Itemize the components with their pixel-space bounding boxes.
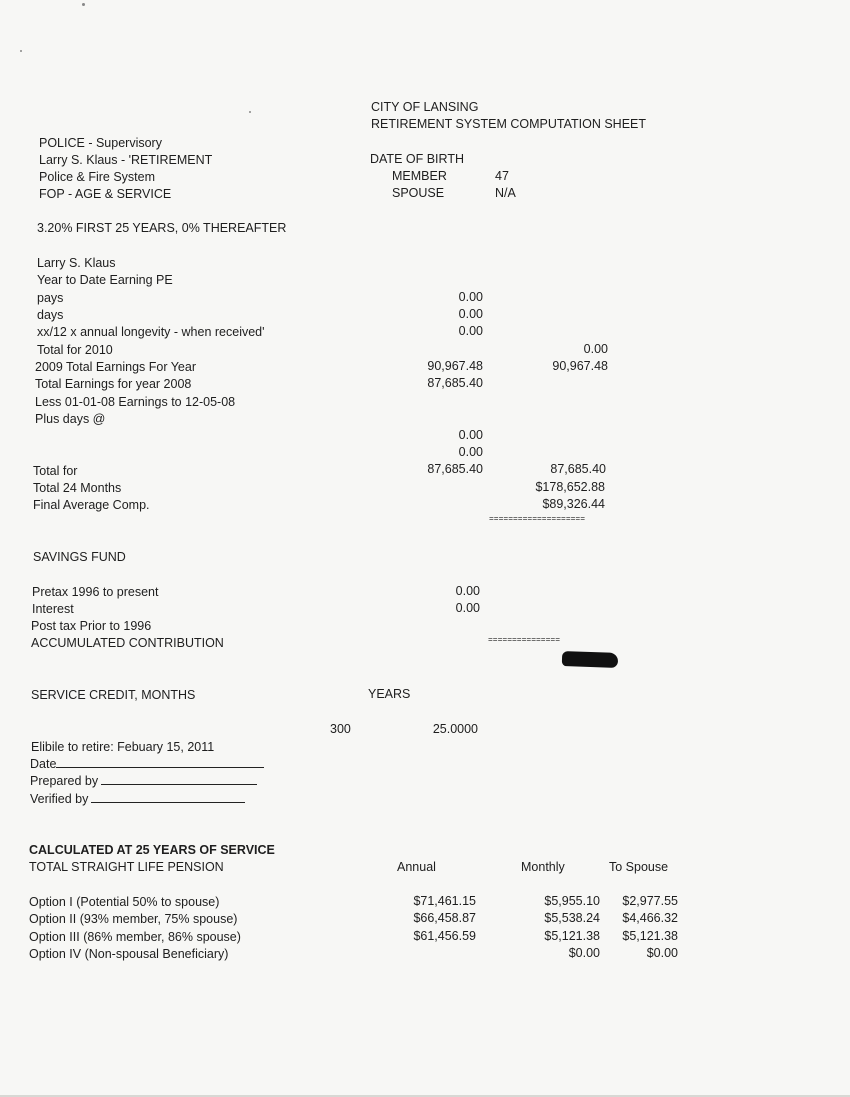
scan-speck (82, 3, 85, 6)
option-monthly: $5,955.10 (544, 894, 600, 908)
employee-line-2: Larry S. Klaus - 'RETIREMENT (39, 153, 213, 167)
employee-line-3: Police & Fire System (39, 170, 156, 184)
eligible-date: Elibile to retire: Febuary 15, 2011 (31, 740, 215, 754)
double-rule-1: ==================== (489, 515, 586, 524)
earnings-2009-value: 90,967.48 (427, 359, 483, 373)
option-to-spouse: $5,121.38 (622, 929, 678, 943)
date-field (30, 756, 264, 772)
city-title: CITY OF LANSING (371, 100, 479, 114)
pretax-label: Pretax 1996 to present (32, 585, 159, 599)
column-monthly: Monthly (521, 860, 565, 874)
benefit-formula: 3.20% FIRST 25 YEARS, 0% THEREAFTER (37, 221, 287, 235)
earnings-2009-label: 2009 Total Earnings For Year (35, 360, 196, 374)
option-monthly: $5,538.24 (544, 911, 600, 925)
member-label: MEMBER (392, 169, 447, 183)
member-value: 47 (495, 169, 509, 183)
spouse-label: SPOUSE (392, 186, 445, 200)
prepared-by-line (101, 773, 257, 785)
service-credit-label: SERVICE CREDIT, MONTHS (31, 688, 196, 702)
employee-line-1: POLICE - Supervisory (39, 136, 162, 150)
prepared-by-label: Prepared by (30, 774, 99, 788)
savings-heading: SAVINGS FUND (33, 550, 126, 564)
option-to-spouse: $4,466.32 (622, 911, 678, 925)
column-annual: Annual (397, 860, 436, 874)
sheet-title: RETIREMENT SYSTEM COMPUTATION SHEET (371, 117, 647, 131)
verified-by-line (91, 791, 245, 803)
service-years-value: 25.0000 (432, 722, 478, 736)
verified-by-label: Verified by (30, 792, 89, 806)
option-monthly: $0.00 (568, 946, 600, 960)
total-24-months-value: $178,652.88 (535, 480, 605, 494)
longevity-value: 0.00 (458, 324, 483, 338)
option-to-spouse: $0.00 (646, 946, 678, 960)
earnings-2008-label: Total Earnings for year 2008 (35, 377, 192, 391)
longevity-label: xx/12 x annual longevity - when received' (37, 325, 265, 339)
total-2010-label: Total for 2010 (37, 343, 113, 357)
final-average-comp-value: $89,326.44 (542, 497, 605, 511)
pension-heading: CALCULATED AT 25 YEARS OF SERVICE (29, 843, 275, 857)
scan-speck (249, 111, 251, 113)
days-label: days (37, 308, 64, 322)
total-for-total: 87,685.40 (550, 462, 606, 476)
final-average-comp-label: Final Average Comp. (33, 498, 150, 512)
option-label: Option I (Potential 50% to spouse) (29, 895, 220, 909)
employee-name: Larry S. Klaus (37, 256, 116, 270)
column-to-spouse: To Spouse (609, 860, 669, 874)
total-for-value: 87,685.40 (427, 462, 483, 476)
interest-label: Interest (32, 602, 74, 616)
earnings-2008-value: 87,685.40 (427, 376, 483, 390)
verified-by-field (30, 791, 245, 807)
blank-value-2: 0.00 (458, 445, 483, 459)
posttax-label: Post tax Prior to 1996 (31, 619, 152, 633)
dob-label: DATE OF BIRTH (370, 152, 464, 166)
double-rule-2: =============== (488, 636, 561, 645)
less-earnings-label: Less 01-01-08 Earnings to 12-05-08 (35, 395, 236, 409)
option-to-spouse: $2,977.55 (622, 894, 678, 908)
prepared-by-field (30, 773, 257, 789)
date-label: Date (30, 757, 57, 771)
option-label: Option III (86% member, 86% spouse) (29, 930, 241, 944)
redaction-mark (562, 651, 618, 668)
total-24-months-label: Total 24 Months (33, 481, 122, 495)
option-monthly: $5,121.38 (544, 929, 600, 943)
total-for-label: Total for (33, 464, 78, 478)
days-value: 0.00 (458, 307, 483, 321)
total-2010-value: 0.00 (583, 342, 608, 356)
pension-subheading: TOTAL STRAIGHT LIFE PENSION (29, 860, 224, 874)
accumulated-contribution-label: ACCUMULATED CONTRIBUTION (31, 636, 224, 650)
pays-value: 0.00 (458, 290, 483, 304)
option-annual: $71,461.15 (413, 894, 476, 908)
blank-value-1: 0.00 (458, 428, 483, 442)
pays-label: pays (37, 291, 64, 305)
employee-line-4: FOP - AGE & SERVICE (39, 187, 172, 201)
plus-days-label: Plus days @ (35, 412, 106, 426)
earnings-2009-total: 90,967.48 (552, 359, 608, 373)
spouse-value: N/A (495, 186, 516, 200)
interest-value: 0.00 (455, 601, 480, 615)
ytd-label: Year to Date Earning PE (37, 273, 173, 287)
pretax-value: 0.00 (455, 584, 480, 598)
scan-speck (20, 50, 22, 52)
years-label: YEARS (368, 687, 411, 701)
option-label: Option IV (Non-spousal Beneficiary) (29, 947, 229, 961)
option-annual: $61,456.59 (413, 929, 476, 943)
service-months-value: 300 (330, 722, 351, 736)
date-signature-line (56, 756, 264, 768)
option-annual: $66,458.87 (413, 911, 476, 925)
option-label: Option II (93% member, 75% spouse) (29, 912, 238, 926)
